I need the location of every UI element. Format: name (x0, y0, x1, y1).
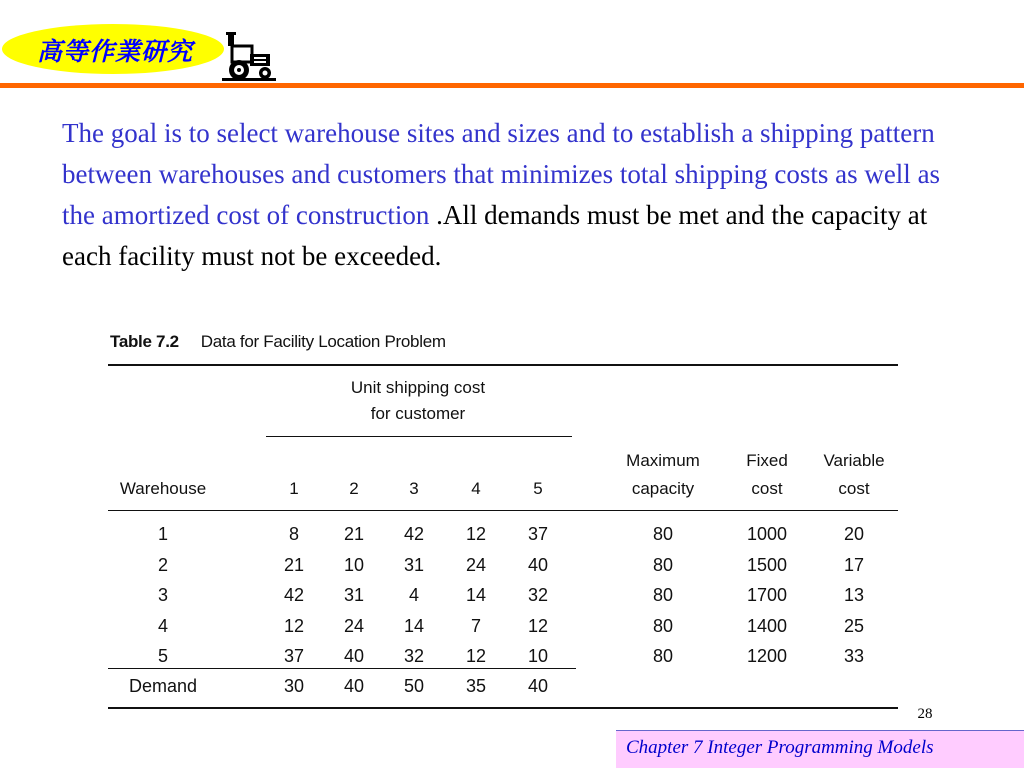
table-caption (110, 332, 446, 352)
shipping-cost-cell: 7 (470, 616, 481, 636)
demand-label: Demand (128, 676, 198, 696)
shipping-cost-cell: 12 (527, 616, 549, 636)
fixed-cost-cell: 1400 (746, 616, 788, 636)
shipping-cost-cell: 10 (343, 555, 365, 575)
goal-text: The goal is to select warehouse sites and sizes and to establish a shipping pattern between warehouses and customers that minimizes total shipping costs as well as the amortized cost of construction (62, 118, 941, 230)
demand-cell: 40 (527, 676, 549, 696)
capacity-cell: 80 (652, 646, 674, 666)
shipping-cost-cell: 31 (343, 585, 365, 605)
group-rule (266, 436, 572, 437)
capacity-cell: 80 (652, 555, 674, 575)
shipping-cost-cell: 10 (527, 646, 549, 666)
col-customer-3: 3 (409, 479, 419, 498)
fixed-cost-cell: 1000 (746, 524, 788, 544)
col-customer-2: 2 (349, 479, 359, 498)
warehouse-id: 5 (157, 646, 168, 666)
col-capacity-line2: capacity (631, 479, 695, 498)
group-header-line1: Unit shipping cost (350, 378, 486, 397)
col-customer-4: 4 (471, 479, 481, 498)
col-fixed-line1: Fixed (746, 451, 788, 470)
demand-cell: 35 (465, 676, 487, 696)
capacity-cell: 80 (652, 585, 674, 605)
col-warehouse: Warehouse (119, 479, 207, 498)
table-title: Data for Facility Location Problem (200, 332, 446, 351)
bottom-rule (108, 707, 898, 709)
shipping-cost-cell: 40 (527, 555, 549, 575)
chapter-title: Chapter 7 Integer Programming Models (626, 737, 934, 758)
demand-cell: 50 (403, 676, 425, 696)
shipping-cost-cell: 42 (403, 524, 425, 544)
shipping-cost-cell: 14 (403, 616, 425, 636)
shipping-cost-cell: 37 (527, 524, 549, 544)
constraint-text: .All demands must be met and the capacity at each facility must not be exceeded. (62, 200, 928, 271)
page-number: 28 (917, 706, 933, 722)
variable-cost-cell: 25 (843, 616, 865, 636)
shipping-cost-cell: 42 (283, 585, 305, 605)
fixed-cost-cell: 1200 (746, 646, 788, 666)
variable-cost-cell: 20 (843, 524, 865, 544)
shipping-cost-cell: 21 (343, 524, 365, 544)
header-divider (0, 83, 1024, 88)
warehouse-id: 4 (157, 616, 168, 636)
shipping-cost-cell: 4 (408, 585, 419, 605)
shipping-cost-cell: 12 (283, 616, 305, 636)
fixed-cost-cell: 1700 (746, 585, 788, 605)
col-fixed-line2: cost (751, 479, 783, 498)
demand-cell: 30 (283, 676, 305, 696)
capacity-cell: 80 (652, 616, 674, 636)
capacity-cell: 80 (652, 524, 674, 544)
warehouse-id: 2 (157, 555, 168, 575)
shipping-cost-cell: 32 (527, 585, 549, 605)
shipping-cost-cell: 12 (465, 524, 487, 544)
table-number: Table 7.2 (110, 332, 179, 351)
col-variable-line1: Variable (823, 451, 885, 470)
demand-cell: 40 (343, 676, 365, 696)
col-customer-5: 5 (533, 479, 543, 498)
variable-cost-cell: 33 (843, 646, 865, 666)
col-variable-line2: cost (838, 479, 870, 498)
shipping-cost-cell: 8 (288, 524, 299, 544)
shipping-cost-cell: 21 (283, 555, 305, 575)
facility-data-table (108, 330, 898, 715)
shipping-cost-cell: 40 (343, 646, 365, 666)
variable-cost-cell: 17 (843, 555, 865, 575)
shipping-cost-cell: 12 (465, 646, 487, 666)
shipping-cost-cell: 32 (403, 646, 425, 666)
warehouse-id: 1 (157, 524, 168, 544)
top-rule (108, 364, 898, 366)
shipping-cost-cell: 14 (465, 585, 487, 605)
shipping-cost-cell: 24 (465, 555, 487, 575)
shipping-cost-cell: 24 (343, 616, 365, 636)
group-header-line2: for customer (370, 404, 466, 423)
tractor-icon (222, 30, 276, 82)
shipping-cost-cell: 37 (283, 646, 305, 666)
col-customer-1: 1 (289, 479, 299, 498)
warehouse-id: 3 (157, 585, 168, 605)
shipping-cost-cell: 31 (403, 555, 425, 575)
demand-rule (108, 668, 576, 669)
header-rule (108, 510, 898, 511)
variable-cost-cell: 13 (843, 585, 865, 605)
col-capacity-line1: Maximum (626, 451, 700, 470)
problem-description (62, 113, 962, 277)
fixed-cost-cell: 1500 (746, 555, 788, 575)
course-title: 高等作業研究 (36, 37, 193, 66)
